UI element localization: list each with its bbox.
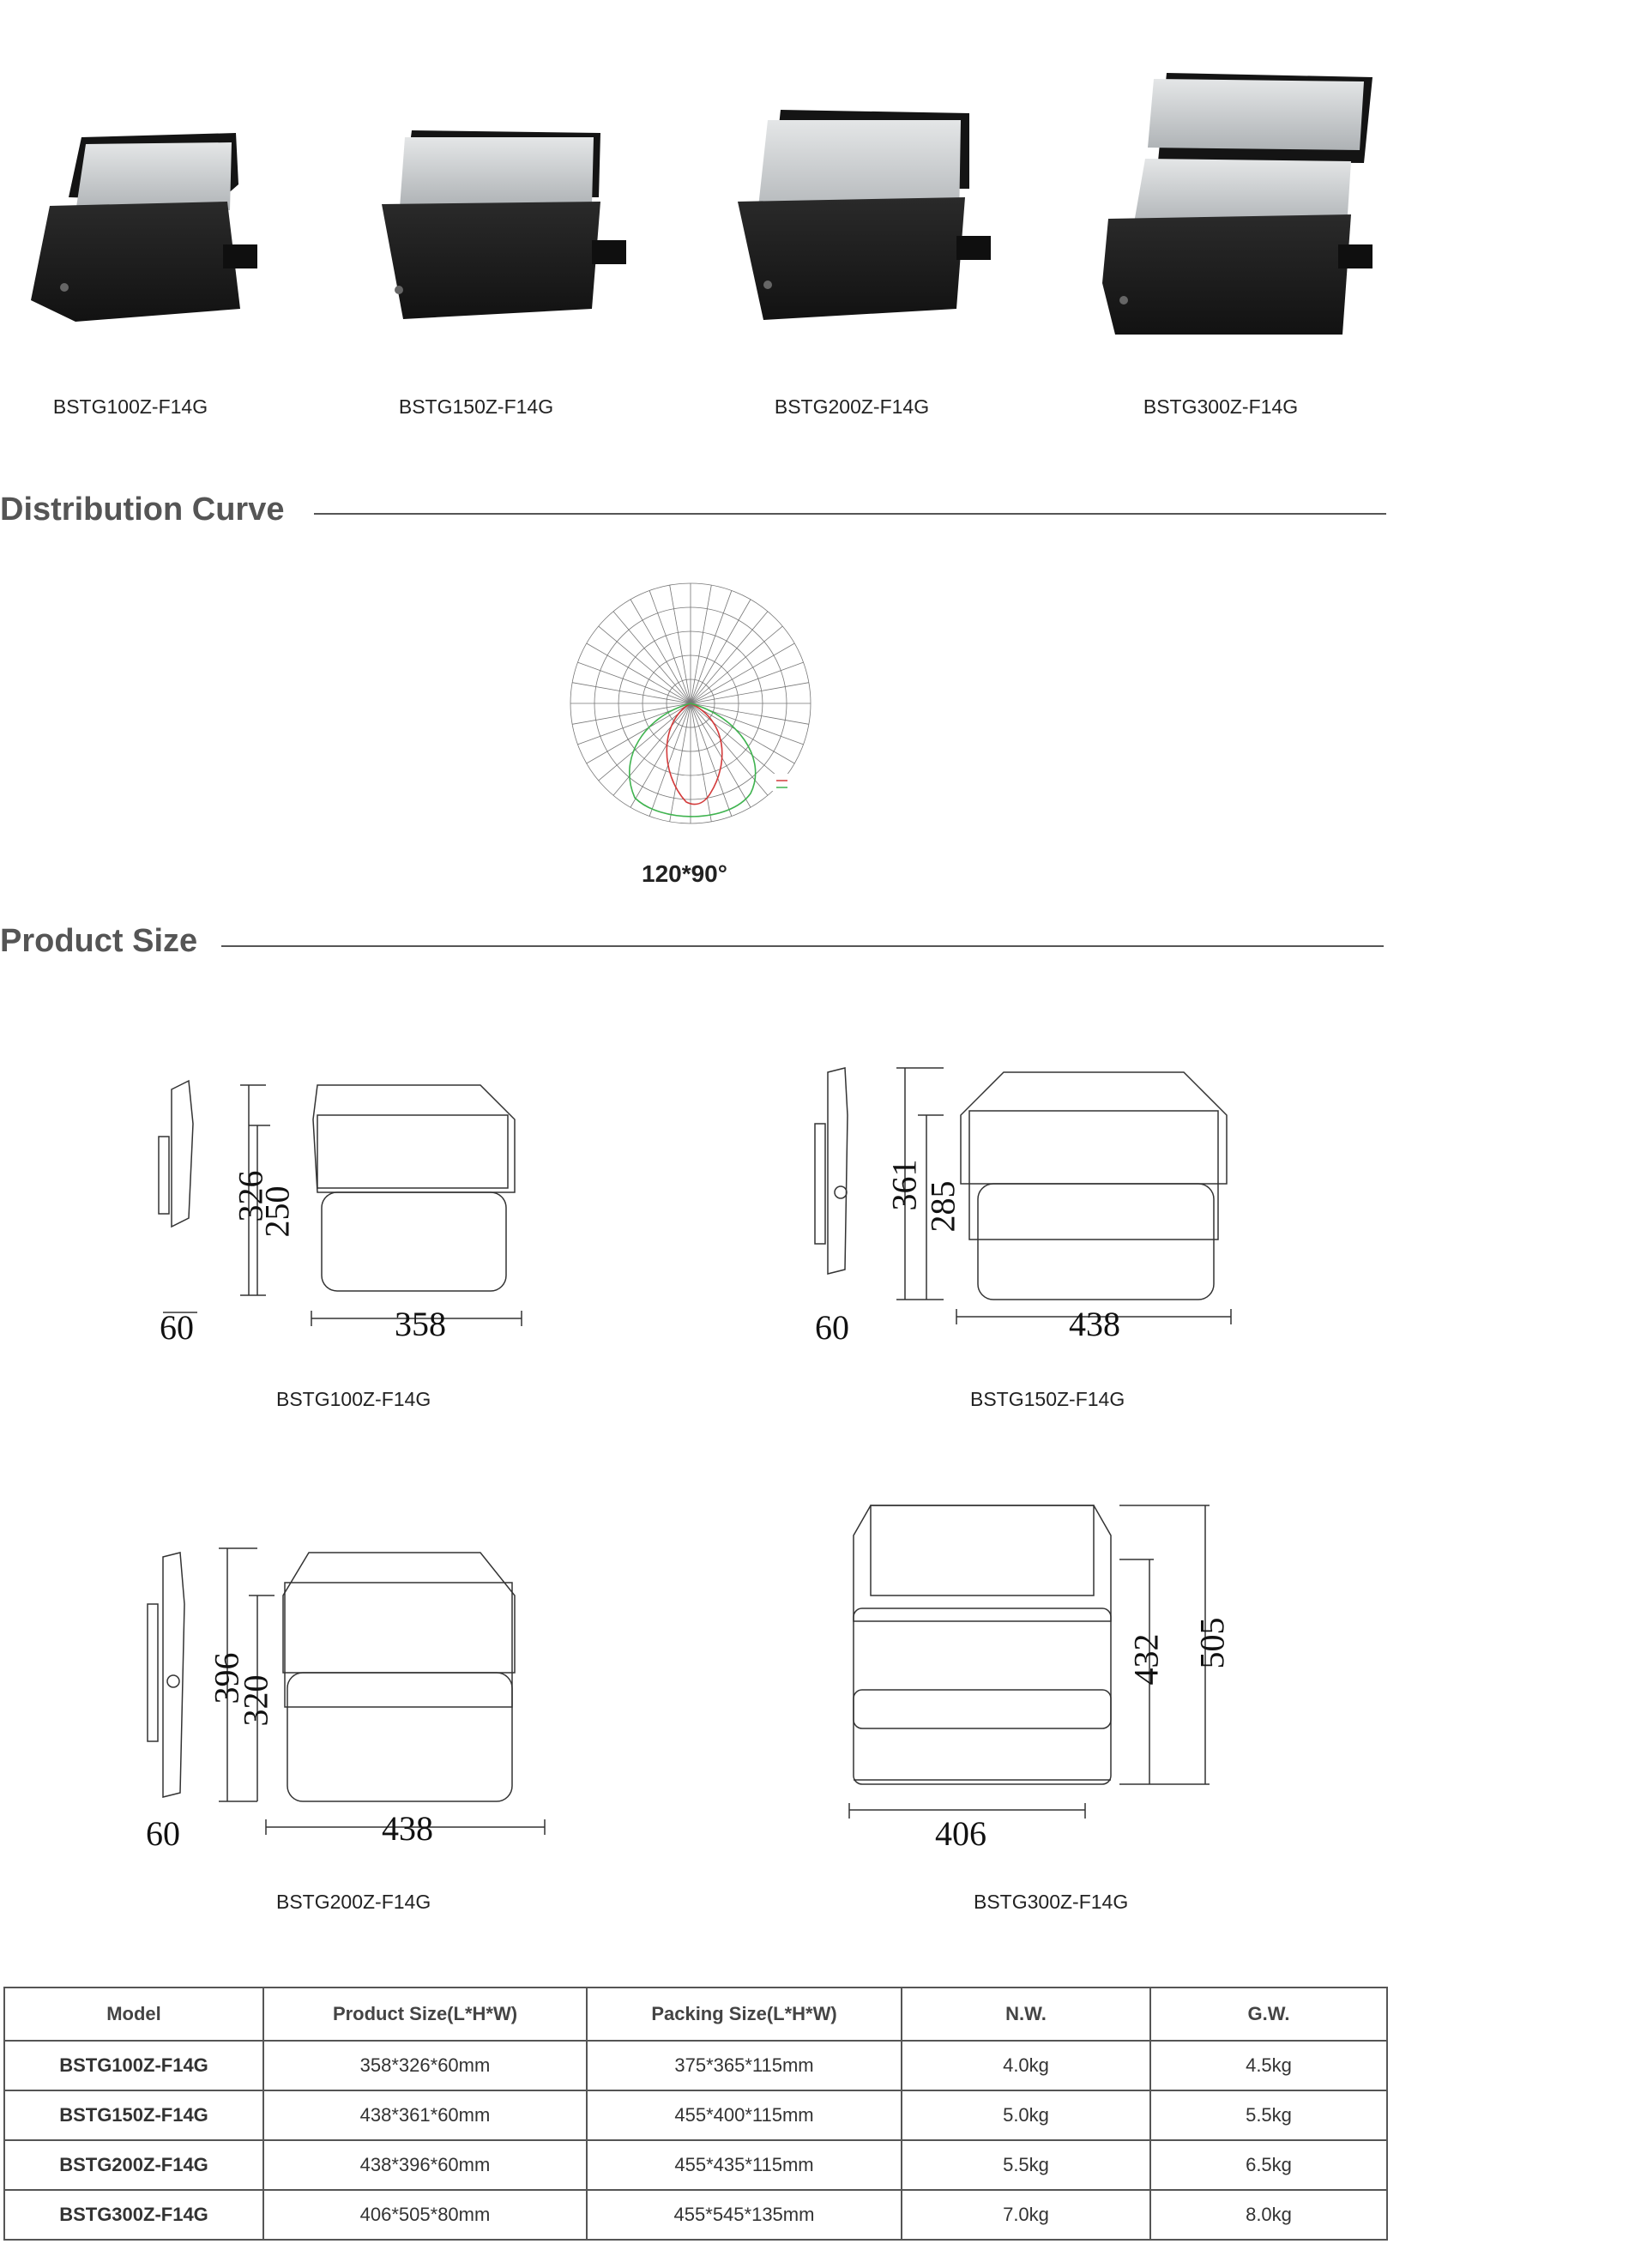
- table-row: [4, 2090, 1387, 2140]
- product-label-3: BSTG200Z-F14G: [774, 395, 930, 418]
- table-header: Product Size(L*H*W): [263, 1988, 587, 2041]
- product-photo-row: [0, 51, 1390, 360]
- product-label-2: BSTG150Z-F14G: [398, 395, 554, 418]
- table-cell: 358*326*60mm: [263, 2041, 587, 2090]
- product-label-1: BSTG100Z-F14G: [52, 395, 208, 418]
- product-label-4: BSTG300Z-F14G: [1143, 395, 1299, 418]
- dim-width-1: 358: [395, 1305, 446, 1343]
- table-cell: BSTG200Z-F14G: [4, 2140, 263, 2190]
- dim-height-2: 361: [884, 1159, 924, 1211]
- size-title: Product Size: [0, 923, 198, 959]
- table-cell: 6.5kg: [1150, 2140, 1387, 2190]
- table-cell: BSTG150Z-F14G: [4, 2090, 263, 2140]
- distribution-rule: [314, 513, 1386, 515]
- dim-depth-1: 60: [160, 1308, 194, 1347]
- table-cell: 5.5kg: [1150, 2090, 1387, 2140]
- table-header: Model: [4, 1988, 263, 2041]
- table-row: [4, 2190, 1387, 2240]
- dim-depth-3: 60: [146, 1814, 180, 1853]
- dim-width-4: 406: [935, 1814, 986, 1853]
- table-cell: BSTG300Z-F14G: [4, 2190, 263, 2240]
- dim-depth-2: 60: [815, 1308, 849, 1347]
- dim-width-3: 438: [382, 1809, 433, 1848]
- drawing-caption-2: BSTG150Z-F14G: [970, 1388, 1125, 1410]
- drawing-caption-3: BSTG200Z-F14G: [276, 1891, 431, 1913]
- product-photo-bstg100z: [31, 133, 257, 322]
- table-cell: 375*365*115mm: [587, 2041, 902, 2090]
- table-cell: 455*545*135mm: [587, 2190, 902, 2240]
- table-row: [4, 2041, 1387, 2090]
- drawing-bstg200z: [137, 1535, 566, 1853]
- product-photo-bstg150z: [382, 130, 626, 319]
- beam-angle: 120*90°: [642, 860, 727, 887]
- drawing-caption-4: BSTG300Z-F14G: [974, 1891, 1129, 1913]
- dim-width-2: 438: [1069, 1305, 1120, 1343]
- table-header: G.W.: [1150, 1988, 1387, 2041]
- table-cell: 4.0kg: [902, 2041, 1150, 2090]
- spec-table: [3, 1987, 1388, 2241]
- table-cell: 5.0kg: [902, 2090, 1150, 2140]
- table-cell: 438*396*60mm: [263, 2140, 587, 2190]
- product-photo-bstg200z: [738, 110, 991, 320]
- dim-inner-height-1: 250: [257, 1185, 297, 1238]
- table-row: [4, 2140, 1387, 2190]
- dim-height-4: 505: [1192, 1617, 1232, 1669]
- table-cell: 5.5kg: [902, 2140, 1150, 2190]
- table-header: N.W.: [902, 1988, 1150, 2041]
- table-cell: 7.0kg: [902, 2190, 1150, 2240]
- size-rule: [221, 945, 1384, 947]
- drawing-bstg150z: [806, 1055, 1252, 1347]
- table-cell: 438*361*60mm: [263, 2090, 587, 2140]
- dim-height-3: 396: [207, 1652, 246, 1704]
- table-cell: 406*505*80mm: [263, 2190, 587, 2240]
- drawing-caption-1: BSTG100Z-F14G: [276, 1388, 431, 1410]
- table-cell: 455*435*115mm: [587, 2140, 902, 2190]
- curve-red: [667, 703, 721, 805]
- polar-distribution-chart: [558, 575, 841, 858]
- table-cell: 455*400*115mm: [587, 2090, 902, 2140]
- product-photo-bstg300z: [1102, 73, 1372, 335]
- dim-inner-height-2: 285: [923, 1180, 962, 1233]
- drawing-bstg300z: [836, 1484, 1231, 1861]
- table-cell: BSTG100Z-F14G: [4, 2041, 263, 2090]
- table-header-row: [4, 1988, 1387, 2041]
- table-cell: 4.5kg: [1150, 2041, 1387, 2090]
- table-header: Packing Size(L*H*W): [587, 1988, 902, 2041]
- drawing-bstg100z: [146, 1072, 558, 1347]
- dim-height-1: 326: [231, 1170, 270, 1222]
- dim-inner-height-3: 320: [236, 1674, 275, 1727]
- table-cell: 8.0kg: [1150, 2190, 1387, 2240]
- dim-inner-height-4: 432: [1126, 1633, 1166, 1686]
- distribution-title: Distribution Curve: [0, 492, 285, 528]
